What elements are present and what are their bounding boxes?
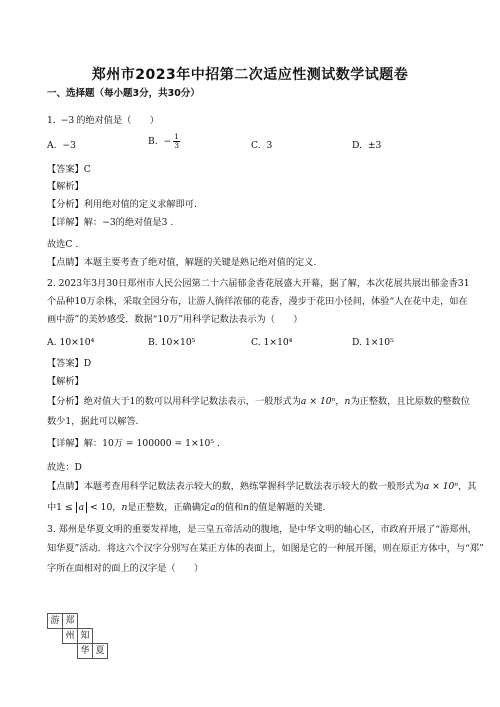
q2-option-a bbox=[47, 337, 94, 349]
net-cell: 州 bbox=[62, 628, 78, 644]
q1-number: 1. bbox=[47, 115, 56, 126]
section-heading: 一、选择题（每小题3分，共30分） bbox=[47, 88, 200, 99]
q1-analysis-heading: 【解析】 bbox=[47, 181, 84, 192]
text-run: ，其 bbox=[458, 481, 477, 492]
fraction-denominator: 3 bbox=[174, 141, 180, 150]
math-variable: n bbox=[344, 396, 351, 407]
q1-option-b bbox=[148, 133, 182, 150]
q2-stem-line3: 画中游”的美妙感受．数据“10万”用科学记数法表示为（ ） bbox=[47, 314, 303, 325]
q3-stem-line1: 3. 郑州是华夏文明的重要发祥地，是三皇五帝活动的腹地，是中华文明的轴心区，市政府开展了“游郑州， bbox=[47, 524, 477, 535]
text-run: 为正整数，且比原数的整数位 bbox=[350, 396, 470, 407]
math-variable: n bbox=[121, 502, 128, 513]
q1-stem bbox=[47, 115, 159, 127]
option-sign: − bbox=[163, 136, 172, 147]
text-run: 是正整数，正确确定 bbox=[127, 502, 211, 513]
text-run: < 10， bbox=[89, 502, 122, 513]
q1-fenxi: 【分析】利用绝对值的定义求解即可. bbox=[47, 199, 197, 210]
option-value: 10×10⁴ bbox=[59, 337, 95, 348]
page-title: 郑州市2023年中招第二次适应性测试数学试题卷 bbox=[91, 67, 409, 83]
q1-option-a bbox=[47, 140, 76, 152]
q1-option-c bbox=[251, 140, 272, 152]
fraction-numerator: 1 bbox=[174, 132, 180, 141]
q3-stem-line2: 知华夏”活动．将这六个汉字分别写在某正方体的表面上，如图是它的一种展开图，则在原正方体中，与“郑” bbox=[47, 543, 484, 554]
option-label: C. bbox=[251, 140, 261, 151]
math-variable: a bbox=[210, 502, 216, 513]
net-cell: 郑 bbox=[62, 613, 78, 629]
option-label: D. bbox=[352, 140, 362, 151]
option-value: 3 bbox=[266, 140, 273, 151]
math-expression: a × 10ⁿ bbox=[423, 481, 459, 492]
q1-xiangjie: 【详解】解：−3的绝对值是3 . bbox=[47, 217, 174, 228]
q2-stem-line1: 2. 2023年3月30日郑州市人民公园第二十六届郁金香花展盛大开幕，据了解，本次花展共展出郁金香31 bbox=[47, 278, 470, 289]
q2-answer: 【答案】D bbox=[47, 358, 92, 369]
q2-option-d bbox=[352, 337, 394, 349]
option-value: 10×10⁵ bbox=[160, 337, 196, 348]
q2-option-b bbox=[148, 337, 195, 349]
option-label: A. bbox=[47, 140, 57, 151]
q2-analysis-heading: 【解析】 bbox=[47, 376, 84, 387]
net-cell: 夏 bbox=[92, 643, 108, 659]
absolute-value-a: a bbox=[76, 502, 87, 513]
text-run: 中1 ≤ bbox=[47, 502, 73, 513]
net-cell: 知 bbox=[77, 628, 93, 644]
text-run: 的值是解题的关键. bbox=[249, 502, 326, 513]
net-cell: 华 bbox=[77, 643, 93, 659]
q1-option-d bbox=[352, 140, 381, 152]
option-label: D. bbox=[352, 337, 362, 348]
q2-dianjing-line2 bbox=[47, 502, 325, 514]
net-cell: 游 bbox=[47, 613, 63, 629]
option-value: 1×10⁵ bbox=[364, 337, 394, 348]
option-label: B. bbox=[148, 136, 158, 147]
q1-expression: −3 bbox=[60, 115, 75, 126]
option-label: C. bbox=[251, 337, 261, 348]
option-value: −3 bbox=[62, 140, 76, 151]
math-variable: n bbox=[243, 502, 250, 513]
q3-stem-line3: 字所在面相对的面上的汉字是（ ） bbox=[47, 563, 204, 574]
q1-answer: 【答案】C bbox=[47, 164, 91, 175]
text-run: 【分析】绝对值大于1的数可以用科学记数法表示，一般形式为 bbox=[47, 396, 301, 407]
text-run: 的值和 bbox=[215, 502, 244, 513]
q2-conclusion: 故选：D bbox=[47, 462, 82, 473]
q2-option-c bbox=[251, 337, 292, 349]
q2-fenxi-line1 bbox=[47, 396, 470, 408]
text-run: ， bbox=[335, 396, 345, 407]
option-value: ±3 bbox=[367, 140, 382, 151]
q1-conclusion: 故选C . bbox=[47, 239, 79, 250]
q2-fenxi-line2: 数少1，据此可以解答. bbox=[47, 416, 139, 427]
option-label: A. bbox=[47, 337, 57, 348]
q1-text: 的绝对值是（ ） bbox=[76, 115, 159, 126]
q2-dianjing-line1 bbox=[47, 481, 477, 493]
text-run: 【点睛】本题考查用科学记数法表示较大的数，熟练掌握科学记数法表示较大的数一般形式为 bbox=[47, 481, 424, 492]
fraction bbox=[173, 133, 180, 150]
q2-stem-line2: 个品种10万余株，采取全园分布，让游人徜徉浓郁的花香，漫步于花田小径间，体验“人在花中走，如在 bbox=[47, 296, 468, 307]
q2-xiangjie: 【详解】解：10万 = 100000 = 1×10⁵ . bbox=[47, 438, 220, 449]
q1-dianjing: 【点睛】本题主要考查了绝对值，解题的关键是熟记绝对值的定义. bbox=[47, 257, 317, 268]
option-label: B. bbox=[148, 337, 158, 348]
option-value: 1×10⁴ bbox=[263, 337, 293, 348]
math-expression: a × 10ⁿ bbox=[300, 396, 336, 407]
